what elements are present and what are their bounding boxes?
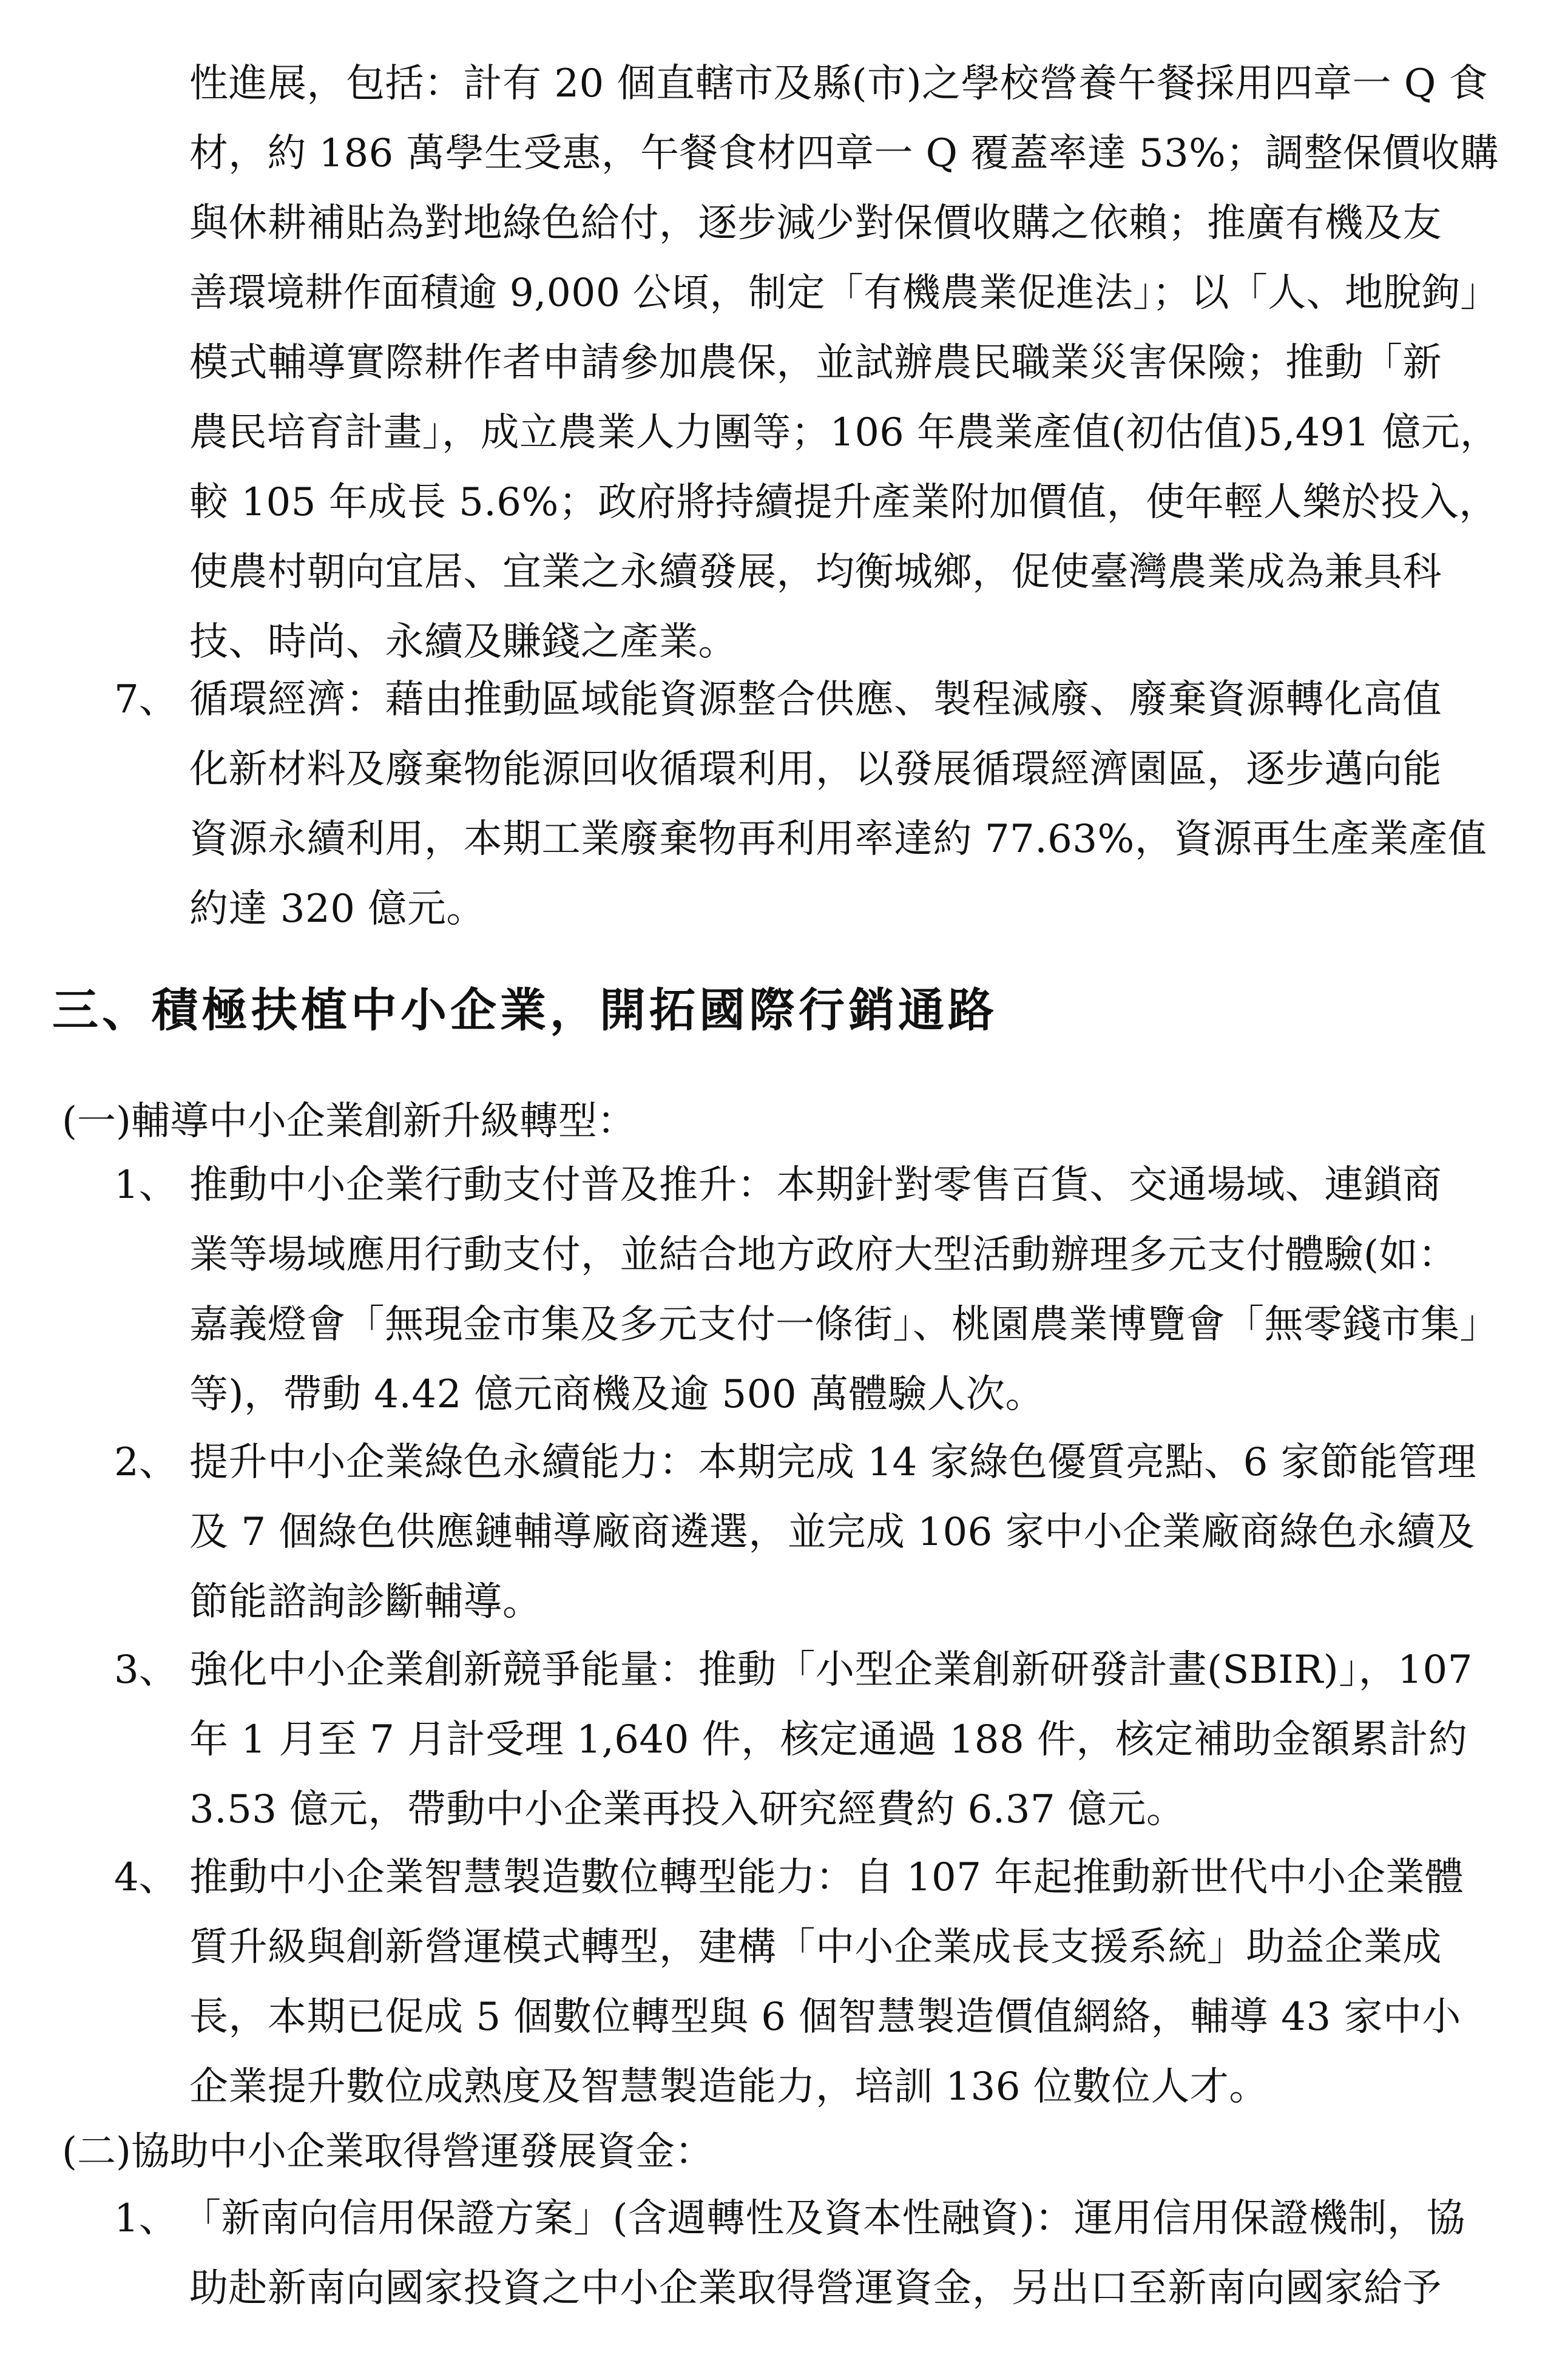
text-line: 年 1 月至 7 月計受理 1,640 件，核定通過 188 件，核定補助金額累計約 <box>189 1717 1468 1762</box>
text-line: 等)，帶動 4.42 億元商機及逾 500 萬體驗人次。 <box>189 1372 1044 1417</box>
item-number: 7、 <box>114 677 178 722</box>
text-line: 推動中小企業行動支付普及推升：本期針對零售百貨、交通場域、連鎖商 <box>189 1163 1442 1208</box>
text-line: 使農村朝向宜居、宜業之永續發展，均衡城鄉，促使臺灣農業成為兼具科 <box>189 550 1442 595</box>
text-line: 約達 320 億元。 <box>189 887 485 931</box>
text-line: 較 105 年成長 5.6%；政府將持續提升產業附加價值，使年輕人樂於投入， <box>189 480 1498 525</box>
text-line: 質升級與創新營運模式轉型，建構「中小企業成長支援系統」助益企業成 <box>189 1925 1442 1970</box>
text-line: 助赴新南向國家投資之中小企業取得營運資金，另出口至新南向國家給予 <box>189 2266 1442 2311</box>
subsection-heading: (二)協助中小企業取得營運發展資金： <box>62 2129 714 2174</box>
section-heading: 三、積極扶植中小企業，開拓國際行銷通路 <box>52 983 998 1037</box>
subsection-heading: (一)輔導中小企業創新升級轉型： <box>62 1099 636 1144</box>
text-line: 企業提升數位成熟度及智慧製造能力，培訓 136 位數位人才。 <box>189 2064 1268 2109</box>
text-line: 提升中小企業綠色永續能力：本期完成 14 家綠色優質亮點、6 家節能管理 <box>189 1440 1477 1485</box>
text-line: 3.53 億元，帶動中小企業再投入研究經費約 6.37 億元。 <box>189 1787 1186 1832</box>
text-line: 與休耕補貼為對地綠色給付，逐步減少對保價收購之依賴；推廣有機及友 <box>189 201 1442 246</box>
item-number: 4、 <box>114 1855 178 1900</box>
text-line: 化新材料及廢棄物能源回收循環利用，以發展循環經濟園區，逐步邁向能 <box>189 747 1442 792</box>
text-line: 「新南向信用保證方案」(含週轉性及資本性融資)：運用信用保證機制，協 <box>182 2196 1465 2241</box>
item-number: 1、 <box>114 2196 178 2241</box>
text-line: 模式輔導實際耕作者申請參加農保，並試辦農民職業災害保險；推動「新 <box>189 340 1442 385</box>
text-line: 節能諮詢診斷輔導。 <box>189 1580 542 1625</box>
text-line: 循環經濟：藉由推動區域能資源整合供應、製程減廢、廢棄資源轉化高值 <box>189 677 1442 722</box>
item-number: 2、 <box>114 1440 178 1485</box>
text-line: 性進展，包括：計有 20 個直轄市及縣(市)之學校營養午餐採用四章一 Q 食 <box>189 61 1489 106</box>
text-line: 業等場域應用行動支付，並結合地方政府大型活動辦理多元支付體驗(如： <box>189 1232 1458 1277</box>
text-line: 材，約 186 萬學生受惠，午餐食材四章一 Q 覆蓋率達 53%；調整保價收購 <box>189 131 1499 176</box>
text-line: 及 7 個綠色供應鏈輔導廠商遴選，並完成 106 家中小企業廠商綠色永續及 <box>189 1510 1475 1555</box>
item-number: 1、 <box>114 1163 178 1208</box>
item-number: 3、 <box>114 1648 178 1692</box>
text-line: 農民培育計畫」，成立農業人力團等；106 年農業產值(初估值)5,491 億元， <box>189 410 1499 455</box>
text-line: 強化中小企業創新競爭能量：推動「小型企業創新研發計畫(SBIR)」，107 <box>189 1648 1473 1692</box>
text-line: 長，本期已促成 5 個數位轉型與 6 個智慧製造價值網絡，輔導 43 家中小 <box>189 1995 1461 2040</box>
text-line: 嘉義燈會「無現金市集及多元支付一條街」、桃園農業博覽會「無零錢市集」 <box>189 1302 1499 1347</box>
text-line: 資源永續利用，本期工業廢棄物再利用率達約 77.63%，資源再生產業產值 <box>189 817 1487 862</box>
text-line: 推動中小企業智慧製造數位轉型能力：自 107 年起推動新世代中小企業體 <box>189 1855 1464 1900</box>
text-line: 善環境耕作面積逾 9,000 公頃，制定「有機農業促進法」；以「人、地脫鉤」 <box>189 271 1499 316</box>
text-line: 技、時尚、永續及賺錢之產業。 <box>189 620 737 664</box>
